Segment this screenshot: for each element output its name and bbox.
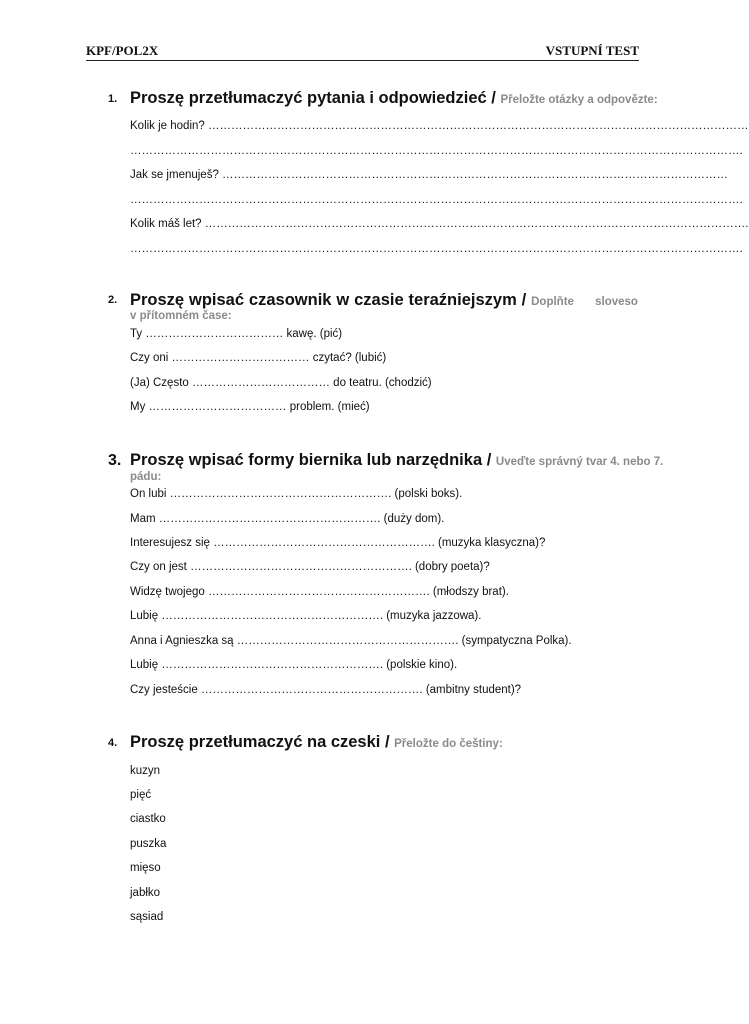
exercise-line[interactable]: Ty ……………………………… kawę. (pić) xyxy=(130,328,343,340)
exercise-line[interactable]: Czy on jest …………………………………………………. (dobry poeta)? xyxy=(130,561,490,573)
answer-line[interactable]: Kolik máš let? ……………………………………………………………………………………………………………………………. xyxy=(130,218,749,230)
section-title-cz-cont: v přítomném čase: xyxy=(130,310,232,322)
vocab-word: jabłko xyxy=(130,887,161,899)
section-title-cz: Uveďte správný tvar 4. nebo 7. xyxy=(495,456,664,468)
exercise-line[interactable]: Widzę twojego …………………………………………………. (młodszy brat). xyxy=(130,586,509,598)
vocab-word: sąsiad xyxy=(130,911,164,923)
section-title-cz-cont: pádu: xyxy=(130,471,162,483)
exercise-line[interactable]: On lubi …………………………………………………. (polski boks). xyxy=(130,488,463,500)
exercise-line[interactable]: Interesujesz się …………………………………………………. (muzyka klasyczna)? xyxy=(130,537,546,549)
vocab-word: mięso xyxy=(130,862,161,874)
answer-line[interactable]: Kolik je hodin? …………………………………………………………………………………………………………………………… xyxy=(130,120,749,132)
vocab-word: pięć xyxy=(130,789,152,801)
vocab-word: ciastko xyxy=(130,813,166,825)
answer-line[interactable]: Jak se jmenuješ? …………………………………………………………………………………………………………………… xyxy=(130,169,729,181)
section-title-pl: Proszę przetłumaczyć na czeski / xyxy=(130,733,390,751)
section-number: 2. xyxy=(108,294,118,306)
vocab-word: puszka xyxy=(130,838,167,850)
section-title-cz: Přeložte otázky a odpovězte: xyxy=(500,94,658,106)
section-title-cz: Přeložte do češtiny: xyxy=(394,738,503,750)
answer-line[interactable]: ……………………………………………………………………………………………………………………………………………. xyxy=(130,145,743,157)
exercise-line[interactable]: Lubię …………………………………………………. (muzyka jazzowa). xyxy=(130,610,482,622)
course-code: KPF/POL2X xyxy=(86,43,159,58)
title-word: / xyxy=(521,291,527,309)
title-word: Proszę xyxy=(130,291,185,309)
section-title-cz: Doplňte sloveso xyxy=(531,296,638,308)
section-number: 4. xyxy=(108,737,118,749)
section-2-title xyxy=(108,291,638,311)
exercise-line[interactable]: Czy oni ……………………………… czytać? (lubić) xyxy=(130,352,387,364)
title-word: teraźniejszym xyxy=(408,291,517,309)
section-3-title xyxy=(108,451,664,471)
answer-line[interactable]: ……………………………………………………………………………………………………………………………………………. xyxy=(130,194,743,206)
section-number: 1. xyxy=(108,93,118,105)
vocab-word: kuzyn xyxy=(130,765,161,777)
exercise-line[interactable]: Czy jesteście …………………………………………………. (ambitny student)? xyxy=(130,684,522,696)
section-1-title xyxy=(108,89,658,109)
title-word: czasie xyxy=(354,291,404,309)
test-title: VSTUPNÍ TEST xyxy=(545,43,639,58)
section-4-title xyxy=(108,733,640,753)
section-title-pl: Proszę przetłumaczyć pytania i odpowiedzieć / xyxy=(130,89,496,107)
exercise-line[interactable]: Anna i Agnieszka są …………………………………………………. (sympatyczna Polka). xyxy=(130,635,572,647)
section-number: 3. xyxy=(108,452,122,469)
exercise-line[interactable]: My ……………………………… problem. (mieć) xyxy=(130,401,370,413)
exercise-line[interactable]: (Ja) Często ……………………………… do teatru. (chodzić) xyxy=(130,377,432,389)
title-word: czasownik xyxy=(248,291,332,309)
section-title-pl: Proszę wpisać formy biernika lub narzędnika / xyxy=(130,451,492,469)
answer-line[interactable]: ……………………………………………………………………………………………………………………………………………. xyxy=(130,243,743,255)
exercise-line[interactable]: Mam …………………………………………………. (duży dom). xyxy=(130,513,445,525)
page-header xyxy=(86,43,639,61)
title-word: wpisać xyxy=(189,291,245,309)
title-word: w xyxy=(336,291,350,309)
exercise-line[interactable]: Lubię …………………………………………………. (polskie kino). xyxy=(130,659,458,671)
